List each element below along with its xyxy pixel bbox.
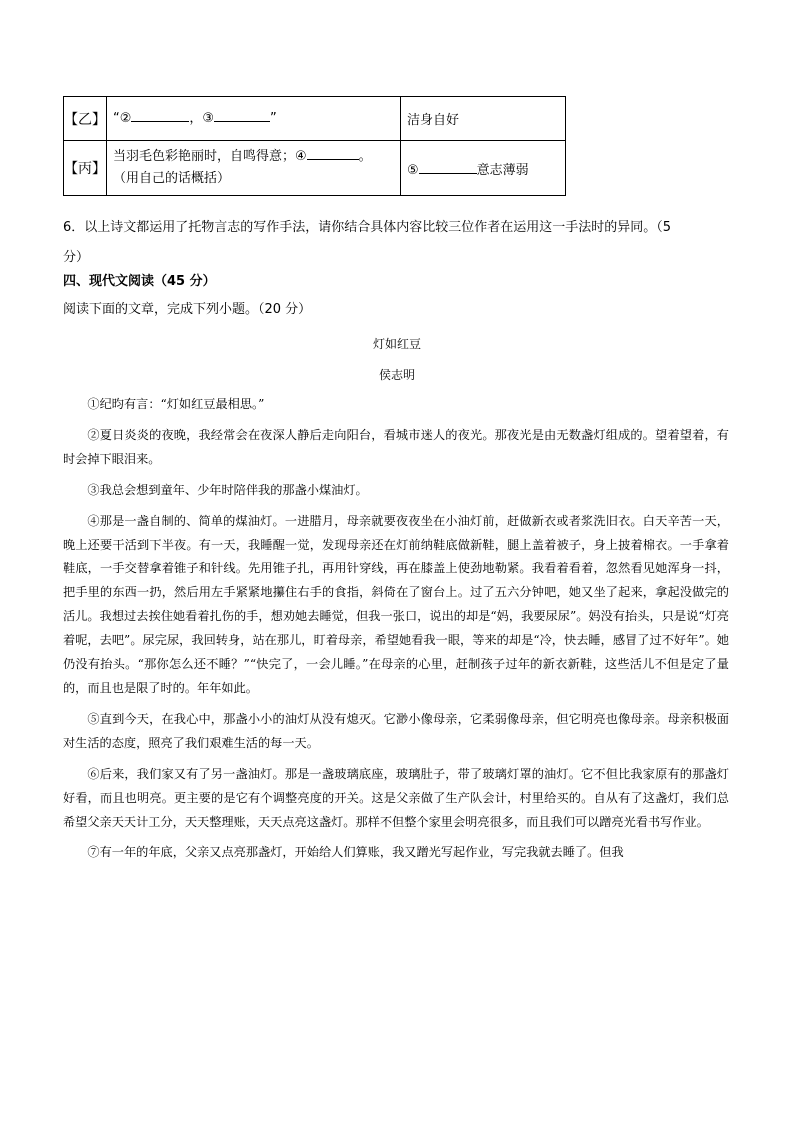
paragraph-5: ⑤直到今天，在我心中，那盏小小的油灯从没有熄灭。它渺小像母亲，它柔弱像母亲，但它明亮也像母亲。母亲积极面对生活的态度，照亮了我们艰难生活的每一天。 xyxy=(63,711,729,750)
comma-blank3: ，③ xyxy=(189,110,215,126)
answer-table xyxy=(63,96,566,196)
row-bing-line1: 当羽毛色彩艳丽时，自鸣得意；④ xyxy=(113,149,307,164)
paragraph-6: ⑥后来，我们家又有了另一盏油灯。那是一盏玻璃底座，玻璃肚子，带了玻璃灯罩的油灯。它不但比我家原有的那盏灯好看，而且也明亮。更主要的是它有个调整亮度的开关。这是父亲做了生产队会计，村里给买的。自从有了这盏灯，我们总希望父亲天天计工分，天天整理账，天天点亮这盏灯。那样不但整个家里会明亮很多，而且我们可以蹭亮光看书写作业。 xyxy=(63,766,729,829)
row-label-yi: 【乙】 xyxy=(64,97,107,141)
paragraph-2: ②夏日炎炎的夜晚，我经常会在夜深人静后走向阳台，看城市迷人的夜光。那夜光是由无数盏灯组成的。望着望着，有时会掉下眼泪来。 xyxy=(63,427,729,466)
question-6-line1: 6．以上诗文都运用了托物言志的写作手法，请你结合具体内容比较三位作者在运用这一手法时的异同。（5 xyxy=(63,220,672,235)
section-4-heading: 四、现代文阅读（45 分） xyxy=(63,274,216,289)
answer-text-5: 意志薄弱 xyxy=(476,162,529,178)
table-row-yi xyxy=(64,97,566,141)
row-bing-line2: （用自己的话概括） xyxy=(113,171,231,186)
paragraph-3: ③我总会想到童年、少年时陪伴我的那盏小煤油灯。 xyxy=(87,482,368,497)
row-bing-prompt xyxy=(107,141,401,196)
paragraph-7: ⑦有一年的年底，父亲又点亮那盏灯，开始给人们算账，我又蹭光写起作业，写完我就去睡了。但我 xyxy=(87,845,624,860)
blank-5[interactable] xyxy=(419,161,477,174)
row-yi-answer: 洁身自好 xyxy=(401,97,566,141)
paragraph-1: ①纪昀有言：“灯如红豆最相思。” xyxy=(87,397,265,411)
row-bing-line1-end: 。 xyxy=(358,149,372,164)
row-yi-prompt xyxy=(107,97,401,141)
answer-num-5: ⑤ xyxy=(407,162,419,178)
blank-2[interactable] xyxy=(131,109,189,122)
quote-close: ” xyxy=(270,110,277,126)
blank-3[interactable] xyxy=(214,109,270,122)
row-bing-answer xyxy=(401,141,566,196)
article-title: 灯如红豆 xyxy=(372,337,421,351)
table-row-bing xyxy=(64,141,566,196)
paragraph-4: ④那是一盏自制的、简单的煤油灯。一进腊月，母亲就要夜夜坐在小油灯前，赶做新衣或者浆洗旧衣。白天辛苦一天，晚上还要干活到下半夜。有一天，我睡醒一觉，发现母亲还在灯前纳鞋底做新鞋，腿上盖着被子，身上披着棉衣。一手拿着鞋底，一手交替拿着锥子和针线。先用锥子扎，再用针穿线，再在膝盖上使劲地勒紧。我看着看着，忽然看见她浑身一抖，把手里的东西一扔，然后用左手紧紧地攥住右手的食指，斜倚在了窗台上。过了五六分钟吧，她又坐了起来，拿起没做完的活儿。我想过去挨住她看着扎伤的手，想劝她去睡觉，但我一张口，说出的却是“妈，我要尿尿”。妈没有抬头，只是说“灯亮着呢，去吧”。尿完尿，我回转身，站在那儿，盯着母亲，希望她看我一眼，等来的却是“冷，快去睡，感冒了过不好年”。她仍没有抬头。“那你怎么还不睡？”“快完了，一会儿睡。”在母亲的心里，赶制孩子过年的新衣新鞋，这些活儿不但是定了量的，而且也是限了时的。年年如此。 xyxy=(63,513,729,695)
question-6-line2: 分） xyxy=(63,250,90,265)
section-4-instruction: 阅读下面的文章，完成下列小题。（20 分） xyxy=(63,302,312,317)
row-label-bing: 【丙】 xyxy=(64,141,107,196)
quote-open-blank2: “② xyxy=(113,110,132,126)
article-author: 侯志明 xyxy=(378,368,415,382)
blank-4[interactable] xyxy=(307,147,359,160)
article-body xyxy=(63,393,729,872)
